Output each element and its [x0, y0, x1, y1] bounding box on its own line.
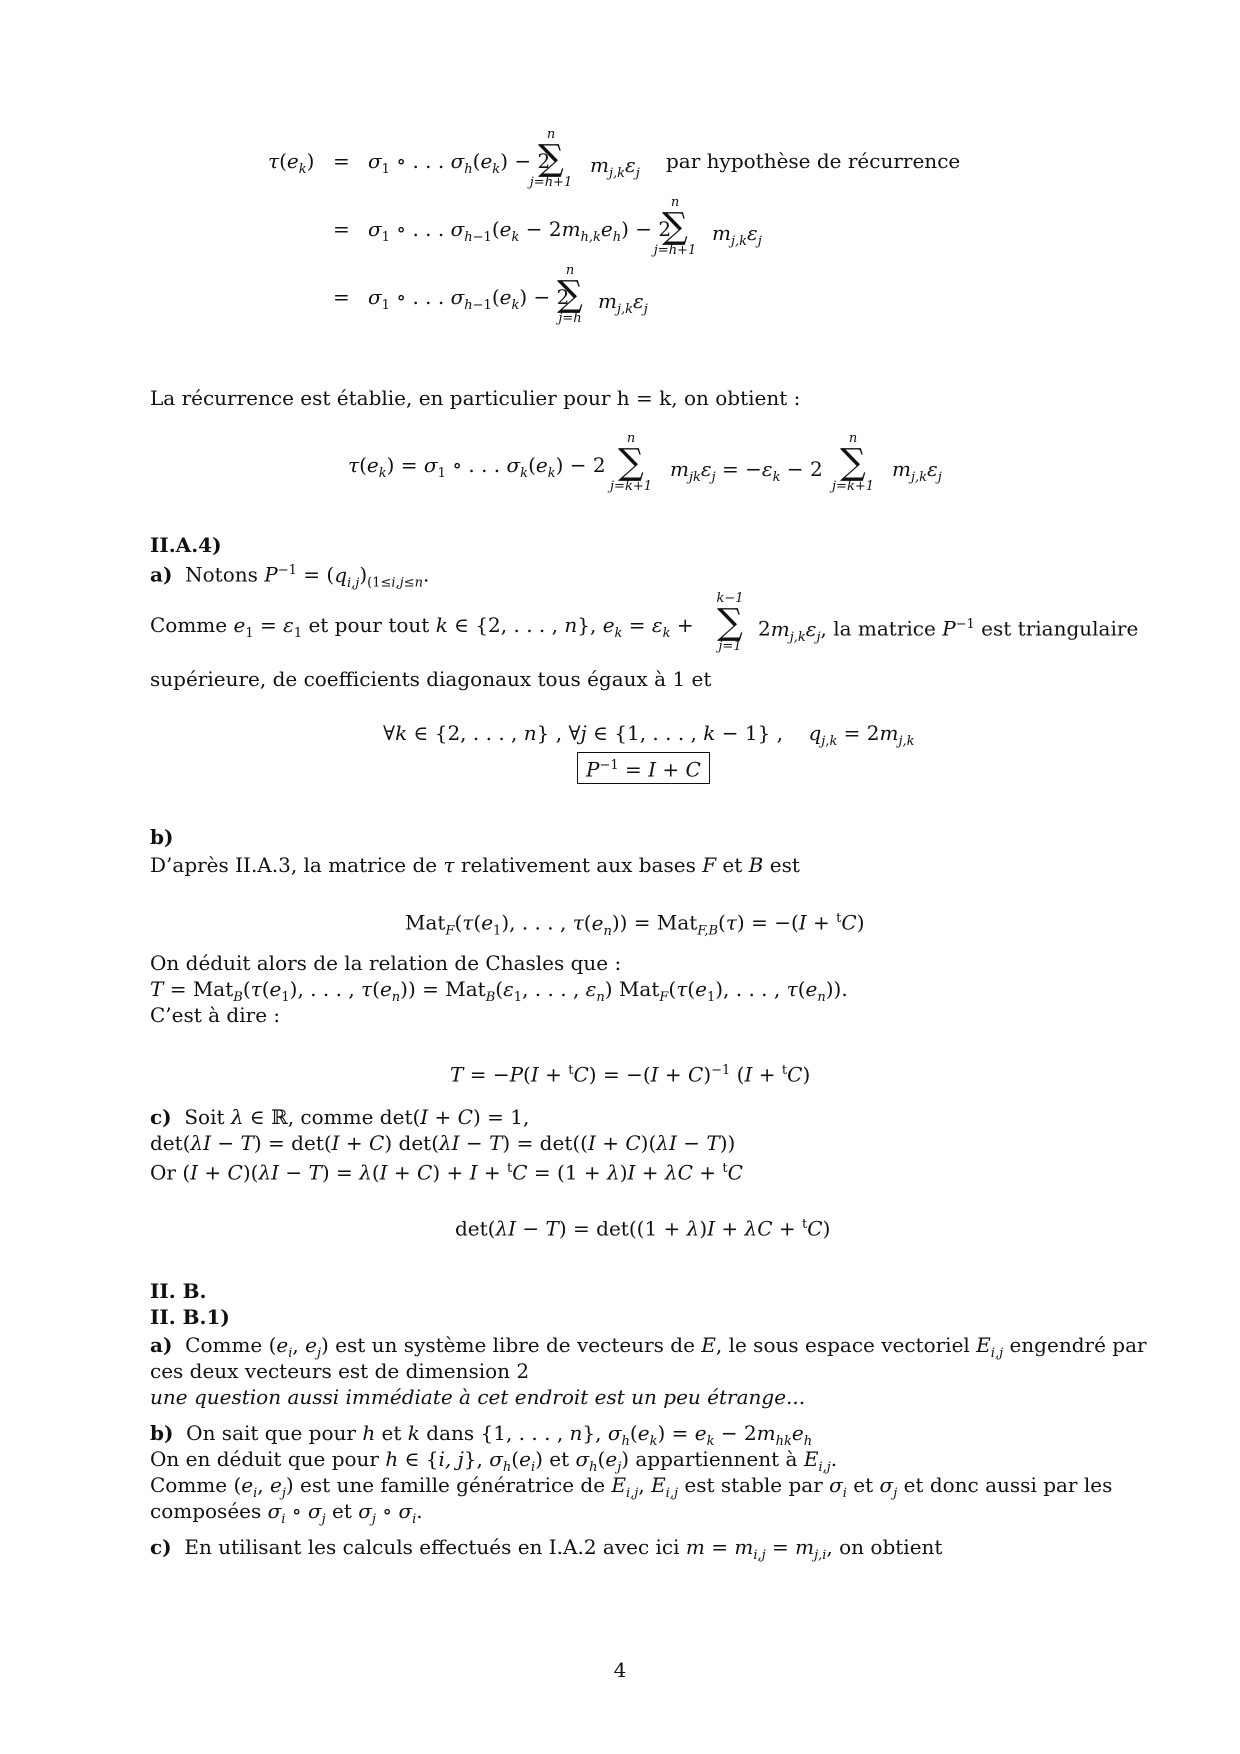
eq2-part2: $m_{jk}\varepsilon_j = -\varepsilon_k - 2$: [670, 457, 823, 485]
forall-line: ∀k ∈ {2, . . . , n} , ∀j ∈ {1, . . . , k − 1} , $q_{j,k} = 2m_{j,k}$: [383, 721, 915, 749]
b1c-text: c) En utilisant les calculs effectués en I.A.2 avec ici $m = m_{i,j} = m_{j,i}$, on obtient: [150, 1535, 943, 1563]
sup-line: supérieure, de coefficients diagonaux tous égaux à 1 et: [150, 667, 712, 691]
det-line: det(λI − T) = det(I + C) det(λI − T) = det((I + C)(λI − T)): [150, 1131, 736, 1155]
eq1-row2-rhs: $\sigma_1$ ∘ . . . $\sigma_{h-1}(e_k - 2m_{h,k}e_h) - 2$: [368, 217, 672, 245]
eq2-part1: $\tau(e_k) = \sigma_1$ ∘ . . . $\sigma_k(e_k) - 2$: [348, 453, 606, 481]
eq1-row1-note: par hypothèse de récurrence: [666, 149, 961, 173]
comme-line: Comme $e_1 = \varepsilon_1$ et pour tout k ∈ {2, . . . , n}, $e_k = \varepsilon_k$ +: [150, 613, 694, 641]
chasles-line: On déduit alors de la relation de Chasles que :: [150, 951, 622, 975]
comme-line-end: $2m_{j,k}\varepsilon_j$, la matrice $P^{-1}$ est triangulaire: [758, 616, 1139, 645]
page-number: 4: [613, 1658, 627, 1682]
eq2-term2: $m_{j,k}\varepsilon_j$: [892, 457, 942, 485]
b1a-ital: une question aussi immédiate à cet endroit est un peu étrange...: [150, 1385, 806, 1409]
b1b-text: b) On sait que pour h et k dans {1, . . . , n}, $\sigma_h(e_k) = e_k - 2m_{hk}e_h$: [150, 1421, 813, 1449]
b1b-text2: On en déduit que pour h ∈ {i, j}, $\sigma_h(e_i)$ et $\sigma_h(e_j)$ appartiennent à $E_{i,j}$.: [150, 1447, 838, 1475]
eq1-row3-rhs: $\sigma_1$ ∘ . . . $\sigma_{h-1}(e_k) - 2$: [368, 285, 570, 313]
eq1-row1-rhs: $\sigma_1$ ∘ . . . $\sigma_h(e_k) - 2$: [368, 149, 551, 177]
b1a-text2: ces deux vecteurs est de dimension 2: [150, 1359, 530, 1383]
T-line: $T = Mat_B(\tau(e_1)$, . . . , $\tau(e_n)) = Mat_B(\varepsilon_1$, . . . , $\varepsilon_n$) $Mat_F(\tau(e_1)$, . . . , $\tau(e_n)$).: [150, 977, 848, 1005]
section-IIA4: II.A.4): [150, 533, 222, 557]
eq1-row1-eq: =: [333, 149, 350, 173]
eq1-row3-eq: =: [333, 285, 350, 309]
item-c-text: c) Soit λ ∈ ℝ, comme det(I + C) = 1,: [150, 1105, 530, 1129]
item-b-text: D’après II.A.3, la matrice de τ relativement aux bases F et B est: [150, 853, 800, 877]
eq2-sum1: n ∑ j=k+1: [610, 431, 652, 494]
eq1-row2-eq: =: [333, 217, 350, 241]
eq1-row3-term: $m_{j,k}\varepsilon_j$: [598, 289, 648, 317]
eq1-row2-term: $m_{j,k}\varepsilon_j$: [712, 221, 762, 249]
b1a-text: a) Comme ($e_i$, $e_j$) est un système libre de vecteurs de E, le sous espace vectoriel $E_{i,j}$ engendré par: [150, 1333, 1147, 1361]
comme-sum: k−1 ∑ j=1: [716, 591, 744, 654]
mat-eq: $Mat_F(\tau(e_1)$, . . . , $\tau(e_n)) = Mat_{F,B}(\tau) = -(I + ^tC)$: [405, 910, 865, 939]
section-IIB: II. B.: [150, 1279, 207, 1303]
or-line: Or (I + C)(λI − T) = λ(I + C) + I + $^t$C = (1 + λ)I + λC + $^t$C: [150, 1160, 743, 1185]
det-eq: det(λI − T) = det((1 + λ)I + λC + $^t$C): [455, 1216, 831, 1241]
eq2-sum2: n ∑ j=k+1: [832, 431, 874, 494]
eq1-row1-sum: n ∑ j=h+1: [529, 127, 573, 190]
b1b-text4: composées $\sigma_i$ ∘ $\sigma_j$ et $\sigma_j$ ∘ $\sigma_i$.: [150, 1499, 423, 1527]
item-b-label: b): [150, 825, 174, 849]
eq1-row1-term: $m_{j,k}\varepsilon_j$: [590, 153, 640, 181]
item-a-notons: a) Notons $P^{-1} = (q_{i,j})_{(1\le i,j\le n}$.: [150, 562, 430, 591]
eq1-row1-lhs: $\tau(e_k)$: [268, 149, 315, 177]
section-IIB1: II. B.1): [150, 1305, 230, 1329]
boxed-result: $P^{-1} = I + C$: [577, 752, 710, 784]
b1b-text3: Comme ($e_i$, $e_j$) est une famille génératrice de $E_{i,j}$, $E_{i,j}$ est stable par $\sigma_i$ et $\sigma_j$ et donc aussi par les: [150, 1473, 1113, 1501]
text-recurrence: La récurrence est établie, en particulier pour h = k, on obtient :: [150, 386, 801, 410]
T-eq: $T = -P(I + ^tC) = -(I + C)^{-1}$ (I + $^t$C): [450, 1062, 811, 1087]
cest-line: C’est à dire :: [150, 1003, 281, 1027]
eq1-row3-sum: n ∑ j=h: [557, 263, 583, 326]
eq1-row2-sum: n ∑ j=h+1: [653, 195, 697, 258]
